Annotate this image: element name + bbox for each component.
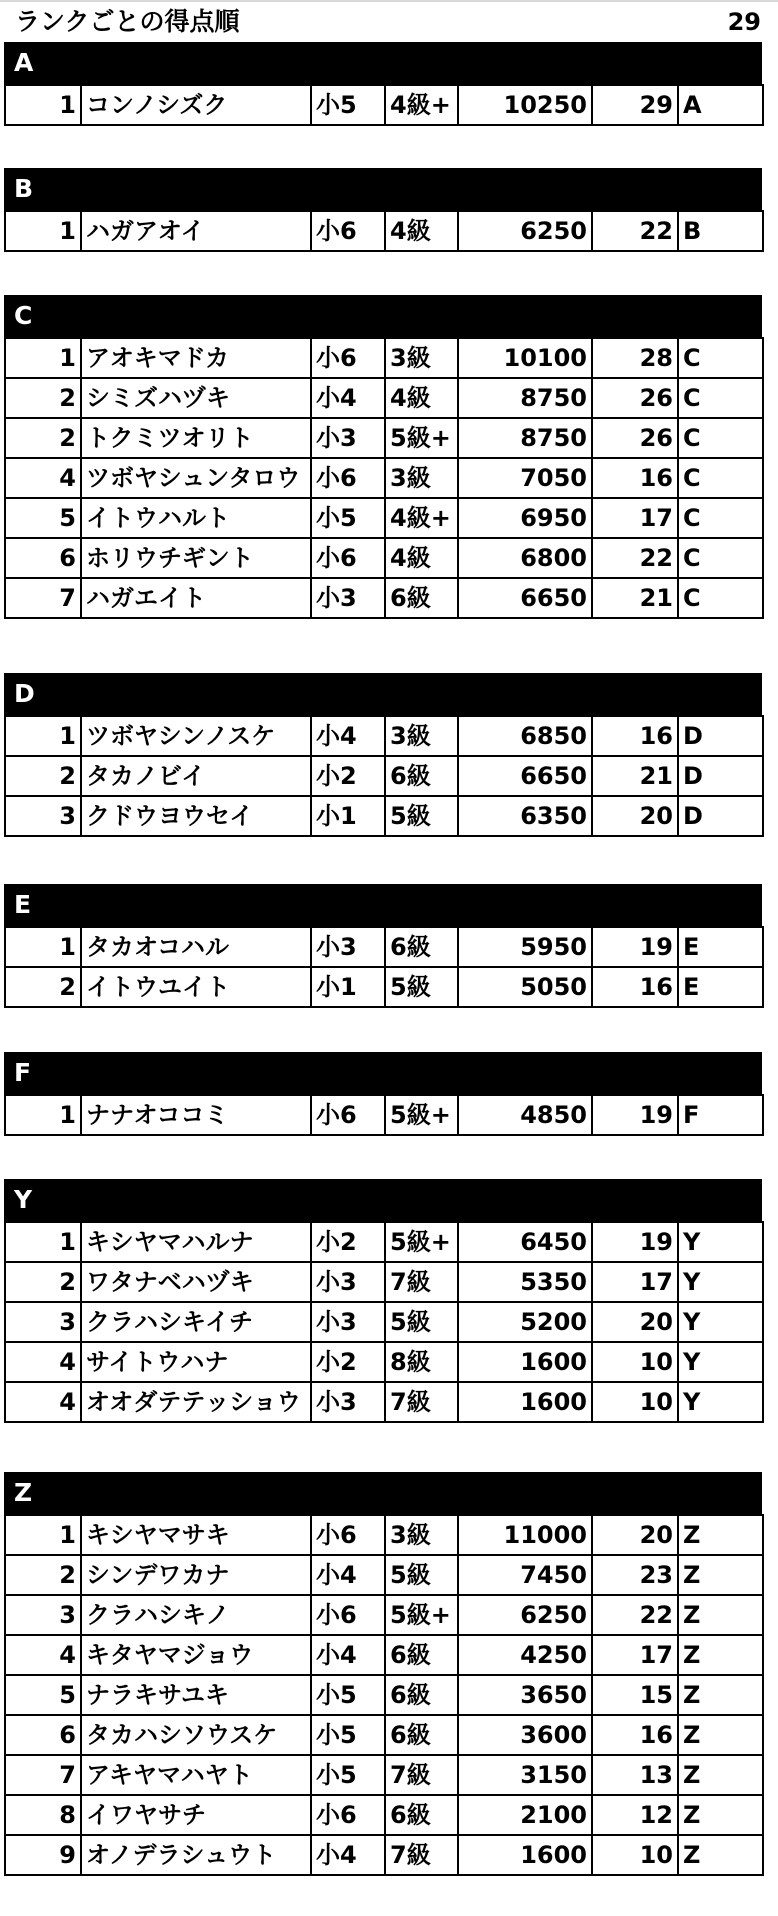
- points-cell: 26: [592, 418, 678, 458]
- points-cell: 12: [592, 1795, 678, 1835]
- group-table: [4, 1514, 764, 1876]
- points-cell: 23: [592, 1555, 678, 1595]
- rank-cell: 4: [5, 458, 81, 498]
- kyu-cell: 5級: [385, 967, 458, 1007]
- points-cell: 16: [592, 967, 678, 1007]
- score-cell: 3600: [458, 1715, 592, 1755]
- score-cell: 8750: [458, 378, 592, 418]
- class-cell: A: [678, 85, 763, 125]
- grade-cell: 小6: [311, 338, 385, 378]
- rank-cell: 7: [5, 578, 81, 618]
- rank-cell: 2: [5, 756, 81, 796]
- table-row: [5, 927, 763, 967]
- points-cell: 22: [592, 538, 678, 578]
- class-cell: Z: [678, 1835, 763, 1875]
- name-cell: クラハシキイチ: [81, 1302, 311, 1342]
- rank-cell: 4: [5, 1635, 81, 1675]
- grade-cell: 小4: [311, 1555, 385, 1595]
- class-cell: C: [678, 378, 763, 418]
- page-title: ランクごとの得点順: [15, 7, 240, 36]
- class-cell: Y: [678, 1382, 763, 1422]
- grade-cell: 小3: [311, 1262, 385, 1302]
- class-cell: Z: [678, 1515, 763, 1555]
- grade-cell: 小5: [311, 1715, 385, 1755]
- grade-cell: 小2: [311, 756, 385, 796]
- class-cell: E: [678, 967, 763, 1007]
- kyu-cell: 5級+: [385, 418, 458, 458]
- kyu-cell: 5級: [385, 796, 458, 836]
- points-cell: 17: [592, 498, 678, 538]
- rank-cell: 2: [5, 378, 81, 418]
- table-row: [5, 1262, 763, 1302]
- rank-cell: 3: [5, 796, 81, 836]
- kyu-cell: 4級+: [385, 498, 458, 538]
- kyu-cell: 5級: [385, 1555, 458, 1595]
- rank-cell: 3: [5, 1302, 81, 1342]
- kyu-cell: 5級+: [385, 1222, 458, 1262]
- rank-cell: 6: [5, 538, 81, 578]
- table-row: [5, 211, 763, 251]
- grade-cell: 小3: [311, 1302, 385, 1342]
- score-cell: 1600: [458, 1382, 592, 1422]
- table-row: [5, 796, 763, 836]
- name-cell: シミズハヅキ: [81, 378, 311, 418]
- name-cell: シンデワカナ: [81, 1555, 311, 1595]
- score-cell: 5200: [458, 1302, 592, 1342]
- score-cell: 1600: [458, 1835, 592, 1875]
- rank-group: [4, 295, 762, 619]
- name-cell: タカハシソウスケ: [81, 1715, 311, 1755]
- group-table: [4, 337, 764, 619]
- total-count: 29: [727, 8, 761, 36]
- class-cell: Y: [678, 1302, 763, 1342]
- class-cell: C: [678, 538, 763, 578]
- kyu-cell: 3級: [385, 338, 458, 378]
- group-header: A: [4, 42, 762, 84]
- name-cell: ハガアオイ: [81, 211, 311, 251]
- name-cell: キシヤマサキ: [81, 1515, 311, 1555]
- points-cell: 16: [592, 458, 678, 498]
- rank-cell: 8: [5, 1795, 81, 1835]
- kyu-cell: 7級: [385, 1262, 458, 1302]
- kyu-cell: 4級+: [385, 85, 458, 125]
- points-cell: 16: [592, 1715, 678, 1755]
- score-cell: 7450: [458, 1555, 592, 1595]
- group-table: [4, 926, 764, 1008]
- kyu-cell: 6級: [385, 578, 458, 618]
- name-cell: ナラキサユキ: [81, 1675, 311, 1715]
- grade-cell: 小3: [311, 418, 385, 458]
- grade-cell: 小4: [311, 378, 385, 418]
- name-cell: トクミツオリト: [81, 418, 311, 458]
- points-cell: 21: [592, 756, 678, 796]
- score-cell: 10250: [458, 85, 592, 125]
- name-cell: タカオコハル: [81, 927, 311, 967]
- sheet-header: [5, 4, 761, 40]
- name-cell: イトウユイト: [81, 967, 311, 1007]
- score-cell: 10100: [458, 338, 592, 378]
- kyu-cell: 6級: [385, 1675, 458, 1715]
- group-header: B: [4, 168, 762, 210]
- points-cell: 29: [592, 85, 678, 125]
- grade-cell: 小5: [311, 1755, 385, 1795]
- rank-cell: 1: [5, 211, 81, 251]
- name-cell: ホリウチギント: [81, 538, 311, 578]
- rank-group: [4, 168, 762, 252]
- name-cell: オノデラシュウト: [81, 1835, 311, 1875]
- name-cell: クドウヨウセイ: [81, 796, 311, 836]
- points-cell: 26: [592, 378, 678, 418]
- points-cell: 17: [592, 1262, 678, 1302]
- kyu-cell: 3級: [385, 716, 458, 756]
- class-cell: Z: [678, 1635, 763, 1675]
- rank-cell: 2: [5, 967, 81, 1007]
- class-cell: C: [678, 338, 763, 378]
- name-cell: オオダテテッショウ: [81, 1382, 311, 1422]
- table-row: [5, 1835, 763, 1875]
- score-cell: 8750: [458, 418, 592, 458]
- score-cell: 6350: [458, 796, 592, 836]
- score-cell: 5050: [458, 967, 592, 1007]
- points-cell: 19: [592, 1095, 678, 1135]
- name-cell: ツボヤシュンタロウ: [81, 458, 311, 498]
- kyu-cell: 5級: [385, 1302, 458, 1342]
- points-cell: 21: [592, 578, 678, 618]
- kyu-cell: 6級: [385, 1635, 458, 1675]
- points-cell: 22: [592, 1595, 678, 1635]
- rank-group: [4, 884, 762, 1008]
- class-cell: Z: [678, 1715, 763, 1755]
- name-cell: アキヤマハヤト: [81, 1755, 311, 1795]
- rank-cell: 5: [5, 1675, 81, 1715]
- score-cell: 6250: [458, 1595, 592, 1635]
- grade-cell: 小6: [311, 1095, 385, 1135]
- grade-cell: 小4: [311, 1635, 385, 1675]
- score-cell: 1600: [458, 1342, 592, 1382]
- table-row: [5, 1095, 763, 1135]
- name-cell: ハガエイト: [81, 578, 311, 618]
- name-cell: コンノシズク: [81, 85, 311, 125]
- table-row: [5, 378, 763, 418]
- class-cell: C: [678, 498, 763, 538]
- class-cell: D: [678, 716, 763, 756]
- rank-cell: 1: [5, 85, 81, 125]
- name-cell: タカノビイ: [81, 756, 311, 796]
- name-cell: ワタナベハヅキ: [81, 1262, 311, 1302]
- name-cell: サイトウハナ: [81, 1342, 311, 1382]
- table-row: [5, 1382, 763, 1422]
- points-cell: 10: [592, 1342, 678, 1382]
- table-row: [5, 1302, 763, 1342]
- score-cell: 4850: [458, 1095, 592, 1135]
- points-cell: 17: [592, 1635, 678, 1675]
- kyu-cell: 3級: [385, 458, 458, 498]
- group-table: [4, 84, 764, 126]
- points-cell: 13: [592, 1755, 678, 1795]
- rank-cell: 4: [5, 1342, 81, 1382]
- group-table: [4, 715, 764, 837]
- score-cell: 7050: [458, 458, 592, 498]
- table-row: [5, 498, 763, 538]
- class-cell: C: [678, 458, 763, 498]
- table-row: [5, 1342, 763, 1382]
- table-row: [5, 538, 763, 578]
- rank-group: [4, 1472, 762, 1876]
- grade-cell: 小6: [311, 538, 385, 578]
- points-cell: 10: [592, 1382, 678, 1422]
- name-cell: キシヤマハルナ: [81, 1222, 311, 1262]
- group-header: C: [4, 295, 762, 337]
- table-row: [5, 1515, 763, 1555]
- rank-cell: 1: [5, 1222, 81, 1262]
- points-cell: 28: [592, 338, 678, 378]
- score-cell: 6450: [458, 1222, 592, 1262]
- class-cell: B: [678, 211, 763, 251]
- rank-cell: 7: [5, 1755, 81, 1795]
- points-cell: 15: [592, 1675, 678, 1715]
- grade-cell: 小5: [311, 85, 385, 125]
- kyu-cell: 6級: [385, 927, 458, 967]
- table-row: [5, 85, 763, 125]
- table-row: [5, 1795, 763, 1835]
- score-cell: 3150: [458, 1755, 592, 1795]
- table-row: [5, 578, 763, 618]
- kyu-cell: 6級: [385, 1795, 458, 1835]
- grade-cell: 小2: [311, 1222, 385, 1262]
- rank-cell: 1: [5, 1515, 81, 1555]
- class-cell: Y: [678, 1262, 763, 1302]
- grade-cell: 小1: [311, 796, 385, 836]
- rank-cell: 9: [5, 1835, 81, 1875]
- grade-cell: 小6: [311, 211, 385, 251]
- kyu-cell: 7級: [385, 1835, 458, 1875]
- group-header: F: [4, 1052, 762, 1094]
- class-cell: Z: [678, 1795, 763, 1835]
- class-cell: Y: [678, 1222, 763, 1262]
- points-cell: 20: [592, 796, 678, 836]
- grade-cell: 小3: [311, 578, 385, 618]
- score-cell: 6250: [458, 211, 592, 251]
- class-cell: Y: [678, 1342, 763, 1382]
- table-row: [5, 1595, 763, 1635]
- group-header: E: [4, 884, 762, 926]
- name-cell: イトウハルト: [81, 498, 311, 538]
- score-cell: 5350: [458, 1262, 592, 1302]
- class-cell: C: [678, 578, 763, 618]
- name-cell: アオキマドカ: [81, 338, 311, 378]
- table-row: [5, 1555, 763, 1595]
- kyu-cell: 3級: [385, 1515, 458, 1555]
- table-row: [5, 418, 763, 458]
- group-header: Z: [4, 1472, 762, 1514]
- rank-group: [4, 1179, 762, 1423]
- rank-group: [4, 1052, 762, 1136]
- kyu-cell: 4級: [385, 211, 458, 251]
- table-row: [5, 716, 763, 756]
- score-cell: 11000: [458, 1515, 592, 1555]
- points-cell: 20: [592, 1515, 678, 1555]
- table-row: [5, 756, 763, 796]
- name-cell: イワヤサチ: [81, 1795, 311, 1835]
- name-cell: クラハシキノ: [81, 1595, 311, 1635]
- table-row: [5, 1635, 763, 1675]
- table-row: [5, 1675, 763, 1715]
- grade-cell: 小6: [311, 458, 385, 498]
- score-cell: 6650: [458, 578, 592, 618]
- kyu-cell: 4級: [385, 378, 458, 418]
- score-cell: 6950: [458, 498, 592, 538]
- points-cell: 22: [592, 211, 678, 251]
- class-cell: Z: [678, 1555, 763, 1595]
- name-cell: キタヤマジョウ: [81, 1635, 311, 1675]
- kyu-cell: 5級+: [385, 1095, 458, 1135]
- table-row: [5, 1755, 763, 1795]
- rank-group: [4, 673, 762, 837]
- kyu-cell: 4級: [385, 538, 458, 578]
- rank-cell: 2: [5, 1555, 81, 1595]
- kyu-cell: 7級: [385, 1755, 458, 1795]
- points-cell: 10: [592, 1835, 678, 1875]
- score-cell: 6800: [458, 538, 592, 578]
- score-cell: 4250: [458, 1635, 592, 1675]
- score-cell: 5950: [458, 927, 592, 967]
- table-row: [5, 1715, 763, 1755]
- score-cell: 6850: [458, 716, 592, 756]
- group-table: [4, 1221, 764, 1423]
- grade-cell: 小2: [311, 1342, 385, 1382]
- group-header: D: [4, 673, 762, 715]
- group-table: [4, 1094, 764, 1136]
- grade-cell: 小6: [311, 1515, 385, 1555]
- points-cell: 16: [592, 716, 678, 756]
- rank-cell: 1: [5, 338, 81, 378]
- rank-cell: 6: [5, 1715, 81, 1755]
- rank-cell: 1: [5, 927, 81, 967]
- kyu-cell: 6級: [385, 756, 458, 796]
- class-cell: D: [678, 756, 763, 796]
- points-cell: 20: [592, 1302, 678, 1342]
- rank-cell: 2: [5, 1262, 81, 1302]
- grade-cell: 小3: [311, 1382, 385, 1422]
- grade-cell: 小4: [311, 1835, 385, 1875]
- score-cell: 3650: [458, 1675, 592, 1715]
- group-header: Y: [4, 1179, 762, 1221]
- class-cell: Z: [678, 1755, 763, 1795]
- class-cell: D: [678, 796, 763, 836]
- top-border: [0, 0, 778, 2]
- rank-cell: 2: [5, 418, 81, 458]
- rank-cell: 1: [5, 1095, 81, 1135]
- rank-cell: 3: [5, 1595, 81, 1635]
- table-row: [5, 458, 763, 498]
- grade-cell: 小6: [311, 1595, 385, 1635]
- table-row: [5, 338, 763, 378]
- class-cell: E: [678, 927, 763, 967]
- class-cell: F: [678, 1095, 763, 1135]
- rank-cell: 4: [5, 1382, 81, 1422]
- kyu-cell: 8級: [385, 1342, 458, 1382]
- name-cell: ナナオココミ: [81, 1095, 311, 1135]
- grade-cell: 小5: [311, 498, 385, 538]
- class-cell: Z: [678, 1595, 763, 1635]
- name-cell: ツボヤシンノスケ: [81, 716, 311, 756]
- table-row: [5, 967, 763, 1007]
- rank-group: [4, 42, 762, 126]
- score-cell: 2100: [458, 1795, 592, 1835]
- grade-cell: 小3: [311, 927, 385, 967]
- grade-cell: 小4: [311, 716, 385, 756]
- group-table: [4, 210, 764, 252]
- kyu-cell: 6級: [385, 1715, 458, 1755]
- rank-cell: 5: [5, 498, 81, 538]
- class-cell: C: [678, 418, 763, 458]
- grade-cell: 小5: [311, 1675, 385, 1715]
- score-cell: 6650: [458, 756, 592, 796]
- points-cell: 19: [592, 927, 678, 967]
- grade-cell: 小1: [311, 967, 385, 1007]
- class-cell: Z: [678, 1675, 763, 1715]
- points-cell: 19: [592, 1222, 678, 1262]
- grade-cell: 小6: [311, 1795, 385, 1835]
- table-row: [5, 1222, 763, 1262]
- rank-cell: 1: [5, 716, 81, 756]
- kyu-cell: 7級: [385, 1382, 458, 1422]
- kyu-cell: 5級+: [385, 1595, 458, 1635]
